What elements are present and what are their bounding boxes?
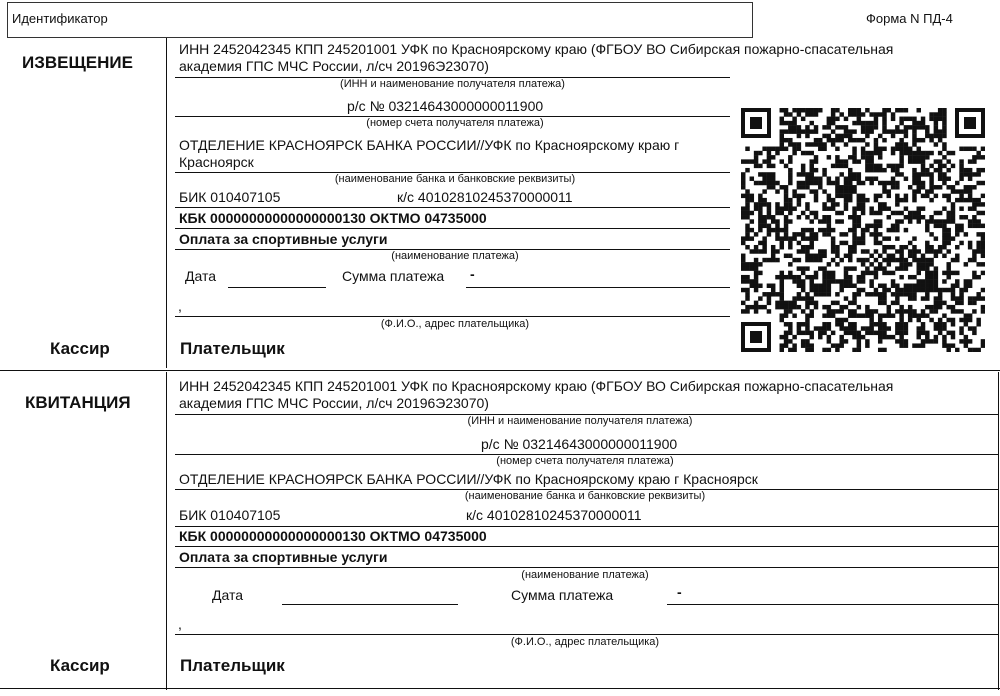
notice-purpose: Оплата за спортивные услуги (179, 231, 388, 247)
notice-date-label: Дата (185, 268, 217, 284)
receipt-bank-caption: (наименование банка и банковские реквизиты) (464, 490, 706, 502)
receipt-payer-caption: (Ф.И.О., адрес плательщика) (510, 636, 660, 648)
receipt-date-label: Дата (212, 587, 244, 603)
column-divider-bottom (166, 372, 167, 690)
column-divider-top (166, 38, 167, 368)
notice-sum-value: - (470, 266, 475, 282)
notice-bank-caption: (наименование банка и банковские реквизиты) (334, 173, 576, 185)
receipt-corr-account: к/с 40102810245370000011 (466, 507, 642, 523)
notice-payer-value: , (178, 298, 182, 314)
receipt-recipient-line1: ИНН 2452042345 КПП 245201001 УФК по Красноярскому краю (ФГБОУ ВО Сибирская пожарно-спасательная (179, 378, 894, 394)
notice-account-caption: (номер счета получателя платежа) (366, 117, 544, 129)
receipt-sum-value: - (677, 584, 682, 600)
notice-purpose-caption: (наименование платежа) (391, 250, 519, 262)
receipt-recipient-line2: академия ГПС МЧС России, л/сч 20196Э23070) (179, 395, 489, 411)
notice-sum-field[interactable] (466, 287, 730, 288)
notice-account: р/с № 03214643000000011900 (347, 98, 544, 114)
receipt-payer-value: , (178, 616, 182, 632)
receipt-sum-label: Сумма платежа (511, 587, 614, 603)
notice-cashier-label: Кассир (50, 339, 110, 358)
notice-payer-caption: (Ф.И.О., адрес плательщика) (380, 318, 530, 330)
receipt-title: КВИТАНЦИЯ (25, 393, 131, 412)
receipt-date-field[interactable] (282, 604, 458, 605)
notice-kbk-underline (175, 228, 730, 229)
bottom-border (0, 688, 1000, 689)
receipt-recipient-caption: (ИНН и наименование получателя платежа) (467, 415, 693, 427)
qr-code-icon (741, 108, 985, 352)
notice-title: ИЗВЕЩЕНИЕ (22, 53, 133, 72)
notice-payer-field[interactable] (175, 316, 730, 317)
receipt-payer-label: Плательщик (180, 656, 285, 675)
identifier-label: Идентификатор (12, 11, 108, 26)
receipt-account-caption: (номер счета получателя платежа) (496, 455, 674, 467)
notice-recipient-line2: академия ГПС МЧС России, л/сч 20196Э23070) (179, 58, 489, 74)
notice-sum-label: Сумма платежа (342, 268, 445, 284)
notice-bik: БИК 010407105 (179, 189, 281, 205)
notice-corr-account: к/с 40102810245370000011 (397, 189, 573, 205)
identifier-box (7, 2, 753, 38)
receipt-account: р/с № 03214643000000011900 (481, 436, 678, 452)
section-divider (0, 370, 1000, 371)
notice-payer-label: Плательщик (180, 339, 285, 358)
receipt-sum-field[interactable] (667, 604, 998, 605)
notice-bik-underline (175, 207, 730, 208)
receipt-bank-line1: ОТДЕЛЕНИЕ КРАСНОЯРСК БАНКА РОССИИ//УФК по Красноярскому краю г Красноярск (179, 471, 758, 487)
right-border-receipt (998, 372, 999, 690)
receipt-bik-underline (175, 526, 998, 527)
notice-bank-line1: ОТДЕЛЕНИЕ КРАСНОЯРСК БАНКА РОССИИ//УФК по Красноярскому краю г (179, 137, 680, 153)
receipt-bik: БИК 010407105 (179, 507, 281, 523)
receipt-kbk-underline (175, 546, 998, 547)
notice-recipient-line1: ИНН 2452042345 КПП 245201001 УФК по Красноярскому краю (ФГБОУ ВО Сибирская пожарно-спасательная (179, 41, 894, 57)
notice-bank-line2: Красноярск (179, 154, 254, 170)
receipt-purpose-caption: (наименование платежа) (521, 569, 649, 581)
notice-recipient-caption: (ИНН и наименование получателя платежа) (340, 78, 565, 90)
notice-kbk-oktmo: КБК 00000000000000000130 ОКТМО 04735000 (179, 210, 487, 226)
receipt-purpose: Оплата за спортивные услуги (179, 549, 388, 565)
receipt-kbk-oktmo: КБК 00000000000000000130 ОКТМО 04735000 (179, 528, 487, 544)
receipt-cashier-label: Кассир (50, 656, 110, 675)
receipt-payer-field[interactable] (175, 634, 998, 635)
notice-date-field[interactable] (228, 287, 326, 288)
receipt-purpose-underline (175, 567, 998, 568)
form-label: Форма N ПД-4 (866, 11, 953, 26)
